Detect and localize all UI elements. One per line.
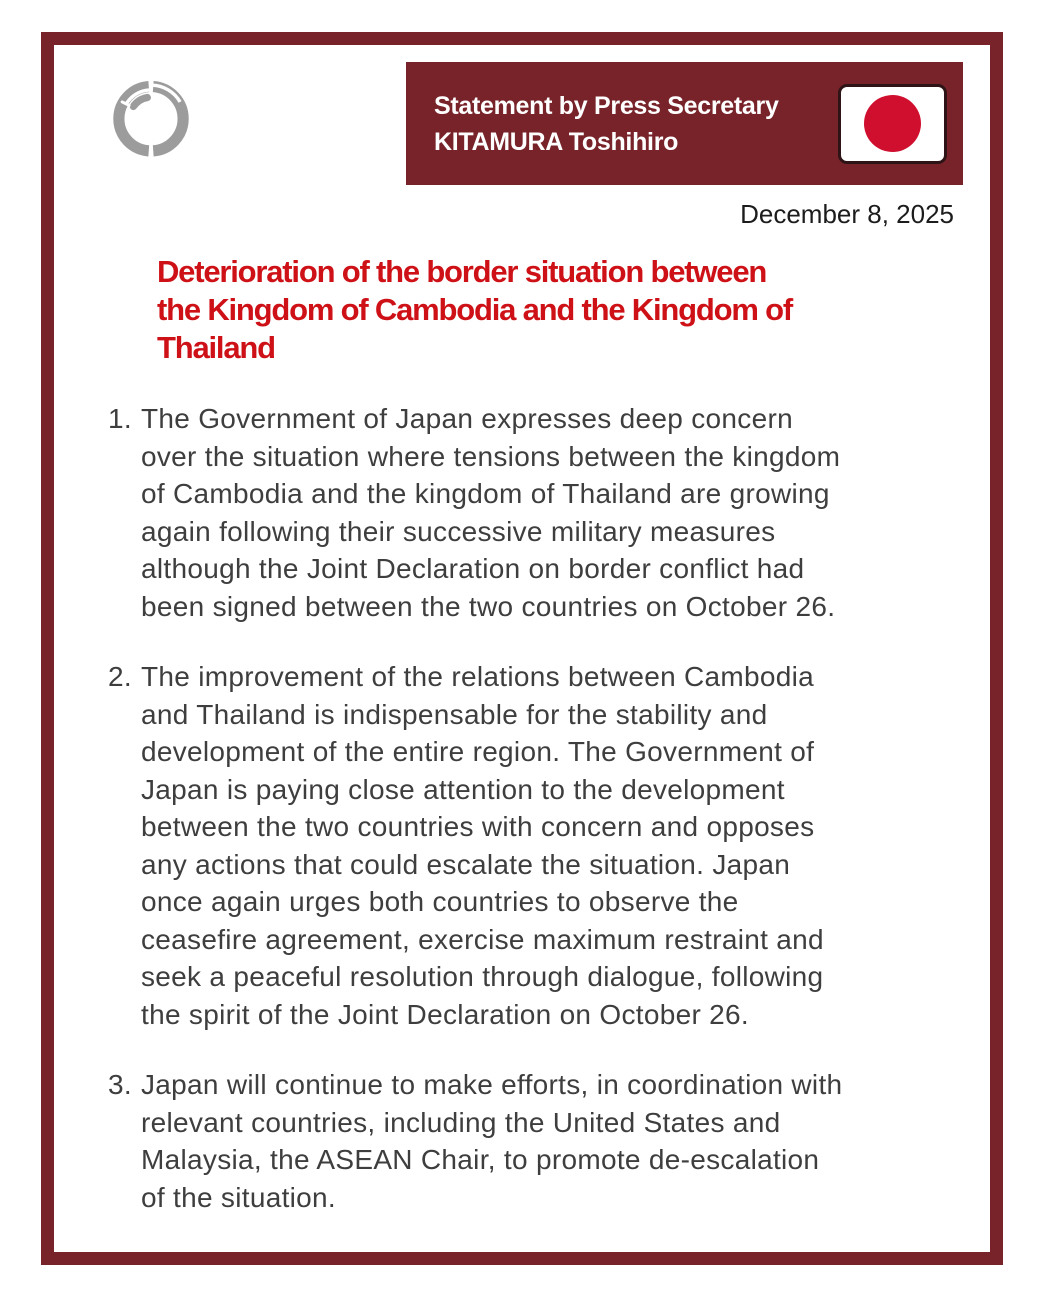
- banner-text: [434, 88, 838, 160]
- text-line: ceasefire agreement, exercise maximum restraint and: [141, 923, 824, 955]
- text-line: again following their successive military measures: [141, 515, 776, 547]
- japan-flag-sun: [864, 95, 921, 152]
- text-line: and Thailand is indispensable for the stability and: [141, 698, 768, 730]
- text-line: Japan is paying close attention to the development: [141, 773, 785, 805]
- paragraph-text: [141, 658, 968, 1033]
- text-line: The improvement of the relations between Cambodia: [141, 661, 815, 692]
- text-line: of the situation.: [141, 1181, 337, 1213]
- text-line: Malaysia, the ASEAN Chair, to promote de-escalation: [141, 1144, 820, 1175]
- text-line: development of the entire region. The Government of: [141, 736, 815, 767]
- paragraph-text: [141, 1066, 968, 1216]
- text-line: been signed between the two countries on October 26.: [141, 590, 836, 622]
- text-line: once again urges both countries to observe the: [141, 886, 739, 917]
- text-line: over the situation where tensions between the kingdom: [141, 440, 841, 472]
- paragraph-3: [108, 1066, 968, 1216]
- statement-date: December 8, 2025: [740, 199, 954, 229]
- title-line: Thailand: [157, 330, 275, 365]
- title-line: Deterioration of the border situation between: [157, 254, 767, 289]
- paragraph-2: [108, 658, 968, 1033]
- banner-line1: Statement by Press Secretary: [434, 91, 779, 120]
- text-line: any actions that could escalate the situation. Japan: [141, 848, 791, 880]
- text-line: Japan will continue to make efforts, in coordination with: [141, 1069, 843, 1100]
- text-line: The Government of Japan expresses deep concern: [141, 403, 793, 434]
- statement-title: [157, 253, 792, 367]
- mofa-emblem-icon: [108, 74, 194, 160]
- banner-line2: KITAMURA Toshihiro: [434, 127, 679, 156]
- paragraph-number: 2.: [108, 661, 132, 692]
- statement-body: [108, 400, 968, 1249]
- text-line: the spirit of the Joint Declaration on October 26.: [141, 998, 749, 1030]
- paragraph-text: [141, 400, 968, 625]
- text-line: between the two countries with concern and opposes: [141, 811, 815, 842]
- text-line: relevant countries, including the United States and: [141, 1106, 781, 1138]
- text-line: although the Joint Declaration on border conflict had: [141, 553, 805, 584]
- paragraph-1: [108, 400, 968, 625]
- text-line: of Cambodia and the kingdom of Thailand are growing: [141, 478, 830, 509]
- japan-flag-icon: [838, 84, 947, 164]
- text-line: seek a peaceful resolution through dialogue, following: [141, 961, 824, 992]
- paragraph-number: 1.: [108, 403, 132, 434]
- title-line: the Kingdom of Cambodia and the Kingdom of: [157, 292, 792, 327]
- press-secretary-banner: [406, 62, 963, 185]
- paragraph-number: 3.: [108, 1069, 132, 1100]
